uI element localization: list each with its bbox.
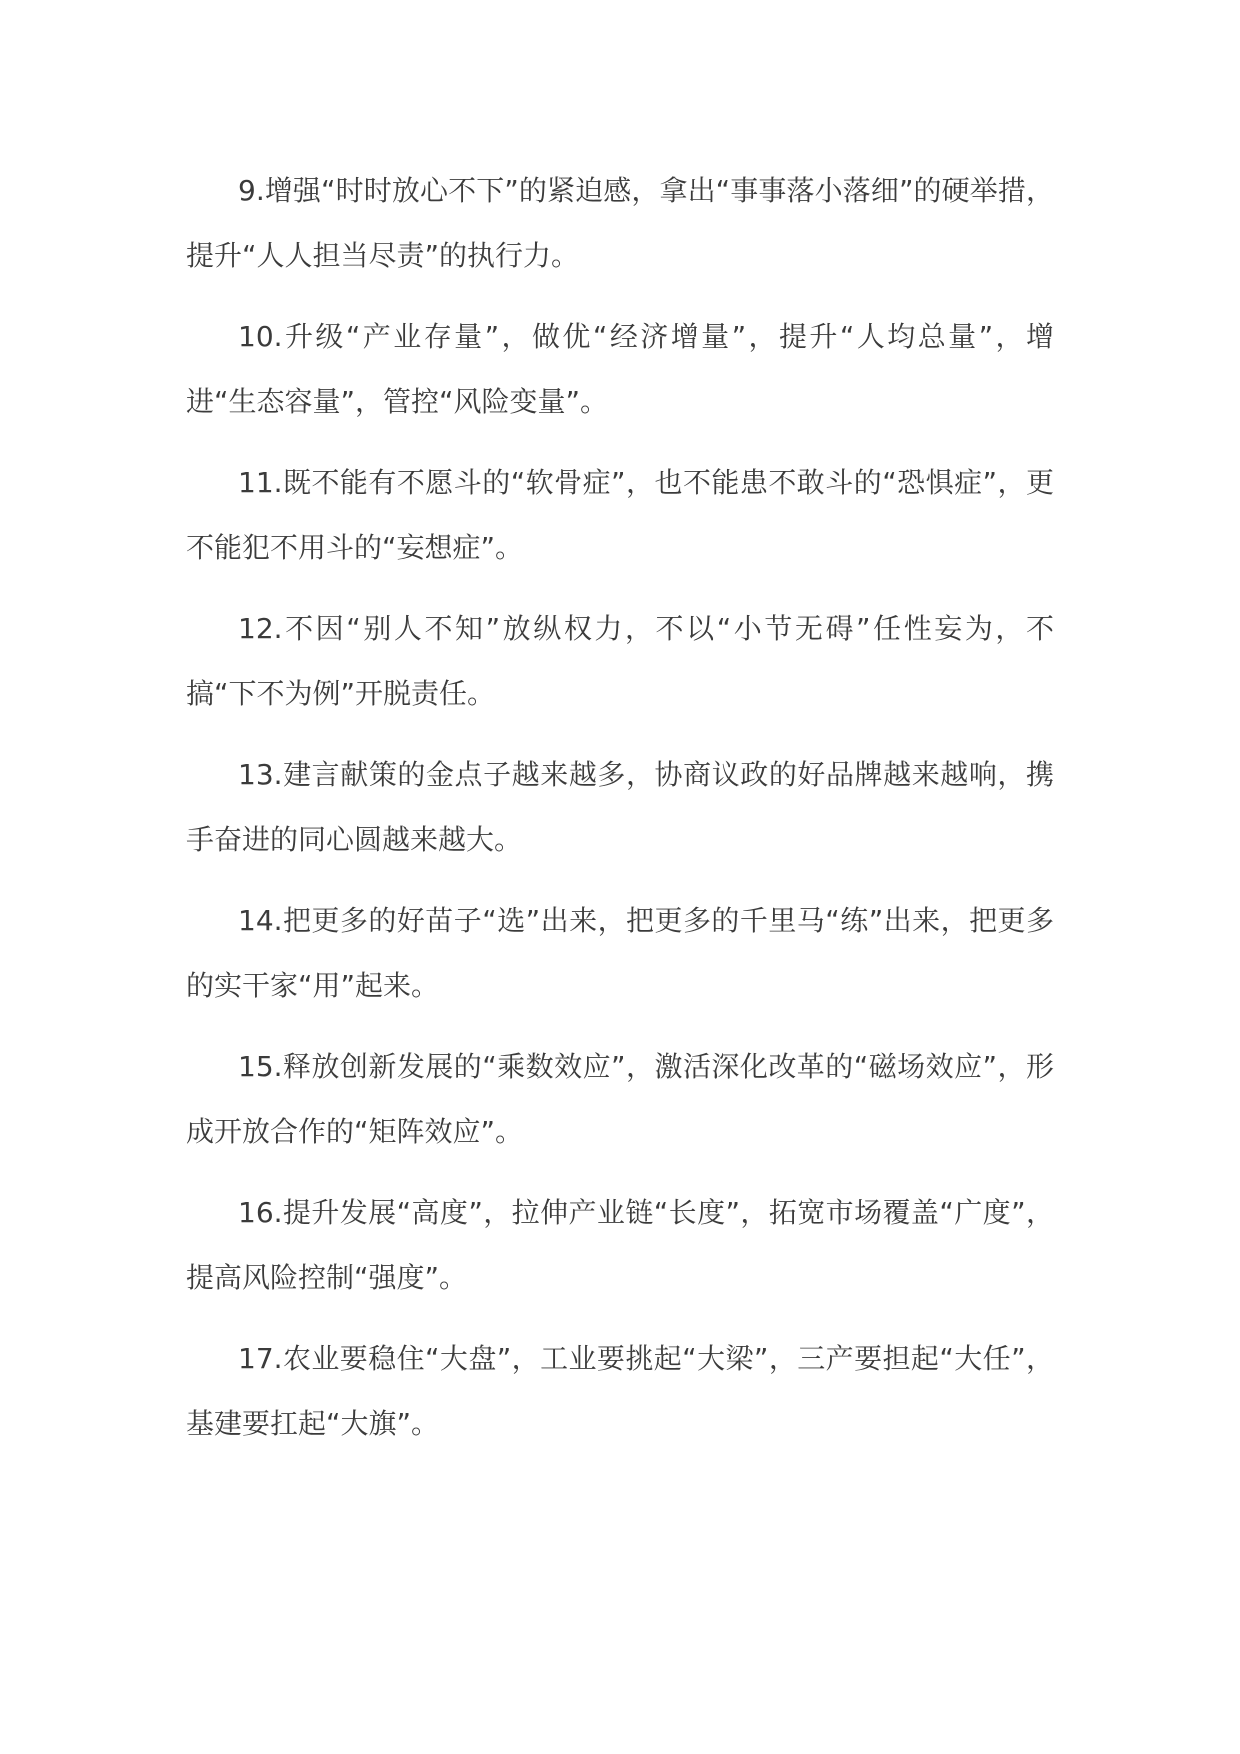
paragraph-13: 13.建言献策的金点子越来越多，协商议政的好品牌越来越响，携手奋进的同心圆越来越大。 <box>186 758 1054 856</box>
paragraph-14: 14.把更多的好苗子“选”出来，把更多的千里马“练”出来，把更多的实干家“用”起来。 <box>186 904 1054 1002</box>
paragraph-12: 12.不因“别人不知”放纵权力，不以“小节无碍”任性妄为，不搞“下不为例”开脱责任。 <box>186 612 1054 710</box>
paragraph-9: 9.增强“时时放心不下”的紧迫感，拿出“事事落小落细”的硬举措，提升“人人担当尽责”的执行力。 <box>186 174 1054 272</box>
paragraph-11: 11.既不能有不愿斗的“软骨症”，也不能患不敢斗的“恐惧症”，更不能犯不用斗的“妄想症”。 <box>186 466 1054 564</box>
paragraph-10: 10.升级“产业存量”，做优“经济增量”，提升“人均总量”，增进“生态容量”，管控“风险变量”。 <box>186 320 1054 418</box>
document-page <box>186 158 1054 1472</box>
paragraph-16: 16.提升发展“高度”，拉伸产业链“长度”，拓宽市场覆盖“广度”，提高风险控制“强度”。 <box>186 1196 1054 1294</box>
paragraph-17: 17.农业要稳住“大盘”，工业要挑起“大梁”，三产要担起“大任”，基建要扛起“大旗”。 <box>186 1342 1054 1440</box>
paragraph-15: 15.释放创新发展的“乘数效应”，激活深化改革的“磁场效应”，形成开放合作的“矩阵效应”。 <box>186 1050 1054 1148</box>
